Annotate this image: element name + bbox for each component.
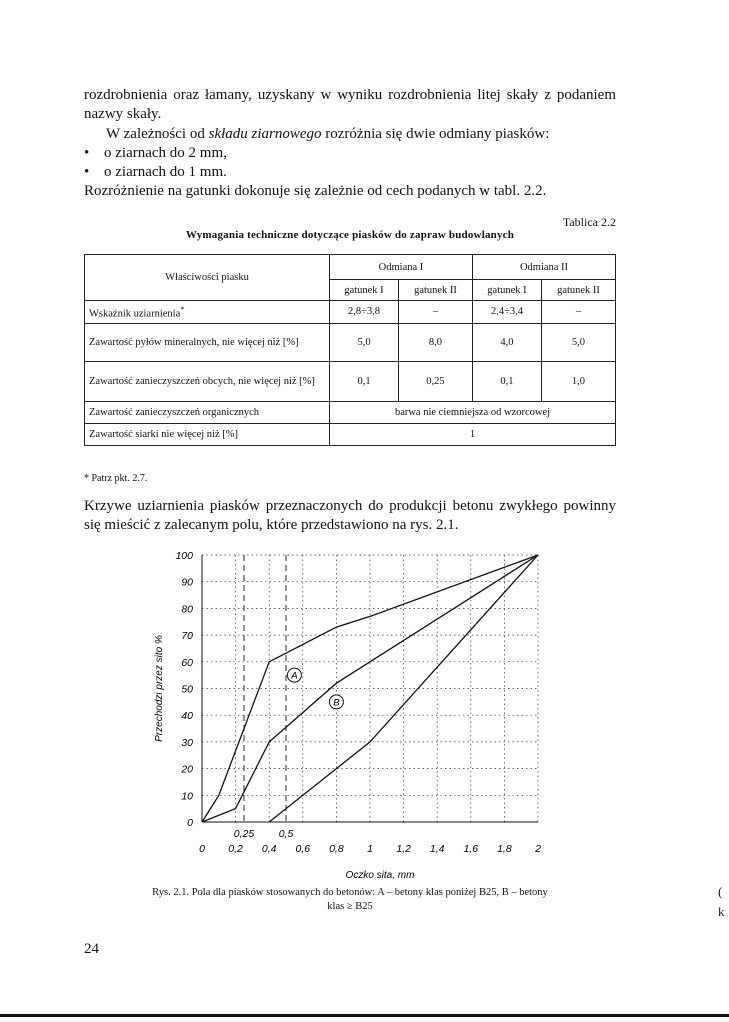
bullet-text: o ziarnach do 1 mm. — [104, 164, 227, 180]
header-grade: gatunek I — [330, 280, 399, 301]
x-tick-label: 1,4 — [429, 843, 445, 855]
y-tick-label: 10 — [181, 790, 193, 803]
header-grade: gatunek II — [541, 280, 615, 301]
edge-char: ( — [718, 884, 723, 899]
header-grade: gatunek II — [399, 280, 473, 301]
cell: 8,0 — [399, 323, 473, 361]
x-tick-label: 1 — [367, 843, 373, 855]
row-label: Zawartość pyłów mineralnych, nie więcej niż [%] — [85, 323, 330, 361]
region-letter: B — [333, 697, 340, 709]
bullet-marker: • — [84, 145, 90, 161]
paragraph-4: Krzywe uziarnienia piasków przeznaczonych do produkcji betonu zwykłego powinny się mieścić z zalecanym polu, które przedstawiono na rys. 2.1. — [84, 498, 616, 533]
paragraph-2-emphasis: składu ziarnowego — [208, 126, 322, 142]
cell: 5,0 — [330, 323, 399, 361]
bullet-marker: • — [84, 164, 90, 180]
x-tick-label: 0,4 — [261, 843, 277, 855]
grading-chart — [140, 545, 560, 883]
cell: 4,0 — [472, 323, 541, 361]
requirements-table — [84, 254, 616, 446]
bullet-item-1 — [84, 144, 227, 163]
y-tick-label: 90 — [181, 576, 193, 589]
row-label: Zawartość siarki nie więcej niż [%] — [85, 423, 330, 445]
table-row — [85, 323, 616, 361]
bullet-text: o ziarnach do 2 mm, — [104, 145, 227, 161]
paragraph-2-tail: rozróżnia się dwie odmiany piasków: — [321, 126, 550, 142]
x-axis-label: Oczko sita, mm — [345, 870, 415, 881]
row-label: Zawartość zanieczyszczeń obcych, nie więcej niż [%] — [85, 361, 330, 401]
x-tick-labels — [199, 828, 541, 855]
cell: 0,1 — [330, 361, 399, 401]
caption-line-1: Rys. 2.1. Pola dla piasków stosowanych do betonów: A – betony klas poniżej B25, B – betony — [152, 887, 548, 898]
y-tick-label: 80 — [181, 603, 193, 616]
header-property: Właściwości piasku — [85, 255, 330, 301]
x-tick-label: 1,8 — [497, 843, 512, 855]
header-grade: gatunek I — [472, 280, 541, 301]
y-tick-label: 30 — [181, 736, 193, 749]
x-tick-label-sieve: 0,25 — [233, 828, 255, 840]
cell: 0,25 — [399, 361, 473, 401]
figure-caption — [84, 886, 616, 914]
y-tick-label: 100 — [175, 550, 193, 562]
x-tick-label: 2 — [535, 843, 541, 855]
x-tick-label: 0 — [199, 843, 205, 855]
y-tick-label: 70 — [181, 630, 193, 643]
series-line-3 — [269, 555, 538, 822]
header-variant-1: Odmiana I — [330, 255, 473, 280]
row-label: Zawartość zanieczyszczeń organicznych — [85, 401, 330, 423]
cell-merged: 1 — [330, 423, 616, 445]
paragraph-1: rozdrobnienia oraz łamany, uzyskany w wyniku rozdrobnienia litej skały z podaniem nazwy skały. — [84, 87, 616, 122]
x-tick-label: 1,6 — [463, 843, 479, 855]
y-tick-label: 20 — [181, 763, 193, 776]
paragraph-3: Rozróżnienie na gatunki dokonuje się zależnie od cech podanych w tabl. 2.2. — [84, 183, 547, 199]
bottom-rule — [0, 1014, 729, 1017]
caption-line-2: klas ≥ B25 — [327, 901, 373, 912]
y-axis-label: Przechodzi przez sito % — [154, 635, 165, 742]
table-row — [85, 361, 616, 401]
x-tick-label: 0,8 — [329, 843, 344, 855]
page-number: 24 — [84, 941, 99, 957]
paragraph-2-lead: W zależności od — [106, 126, 209, 142]
cell-merged: barwa nie ciemniejsza od wzorcowej — [330, 401, 616, 423]
x-tick-label: 0,6 — [295, 843, 311, 855]
cell: 2,4÷3,4 — [472, 301, 541, 324]
cell: 1,0 — [541, 361, 615, 401]
x-tick-label: 1,2 — [396, 843, 411, 855]
cell: 0,1 — [472, 361, 541, 401]
table-row — [85, 423, 616, 445]
y-tick-label: 0 — [187, 817, 193, 829]
cell: 2,8÷3,8 — [330, 301, 399, 324]
header-variant-2: Odmiana II — [472, 255, 615, 280]
x-tick-label: 0,2 — [228, 843, 243, 855]
y-tick-labels — [175, 550, 193, 829]
cell: 5,0 — [541, 323, 615, 361]
table-number: Tablica 2.2 — [562, 215, 616, 229]
table-title: Wymagania techniczne dotyczące piasków do zapraw budowlanych — [185, 229, 515, 241]
table-row — [85, 401, 616, 423]
y-tick-label: 60 — [181, 656, 193, 669]
row-label-text: Wskaźnik uziarnienia — [89, 308, 181, 320]
cell: – — [399, 301, 473, 324]
y-tick-label: 40 — [181, 710, 193, 723]
x-tick-label-sieve: 0,5 — [278, 828, 294, 840]
edge-char: k — [718, 904, 725, 919]
bullet-item-2 — [84, 163, 227, 182]
region-letter: A — [291, 670, 298, 682]
row-label — [85, 301, 330, 324]
cell: – — [541, 301, 615, 324]
table-footnote: * Patrz pkt. 2.7. — [84, 473, 148, 484]
footnote-mark: * — [180, 304, 185, 314]
table-row — [85, 301, 616, 324]
paragraph-2 — [84, 125, 616, 144]
y-tick-label: 50 — [181, 683, 193, 696]
